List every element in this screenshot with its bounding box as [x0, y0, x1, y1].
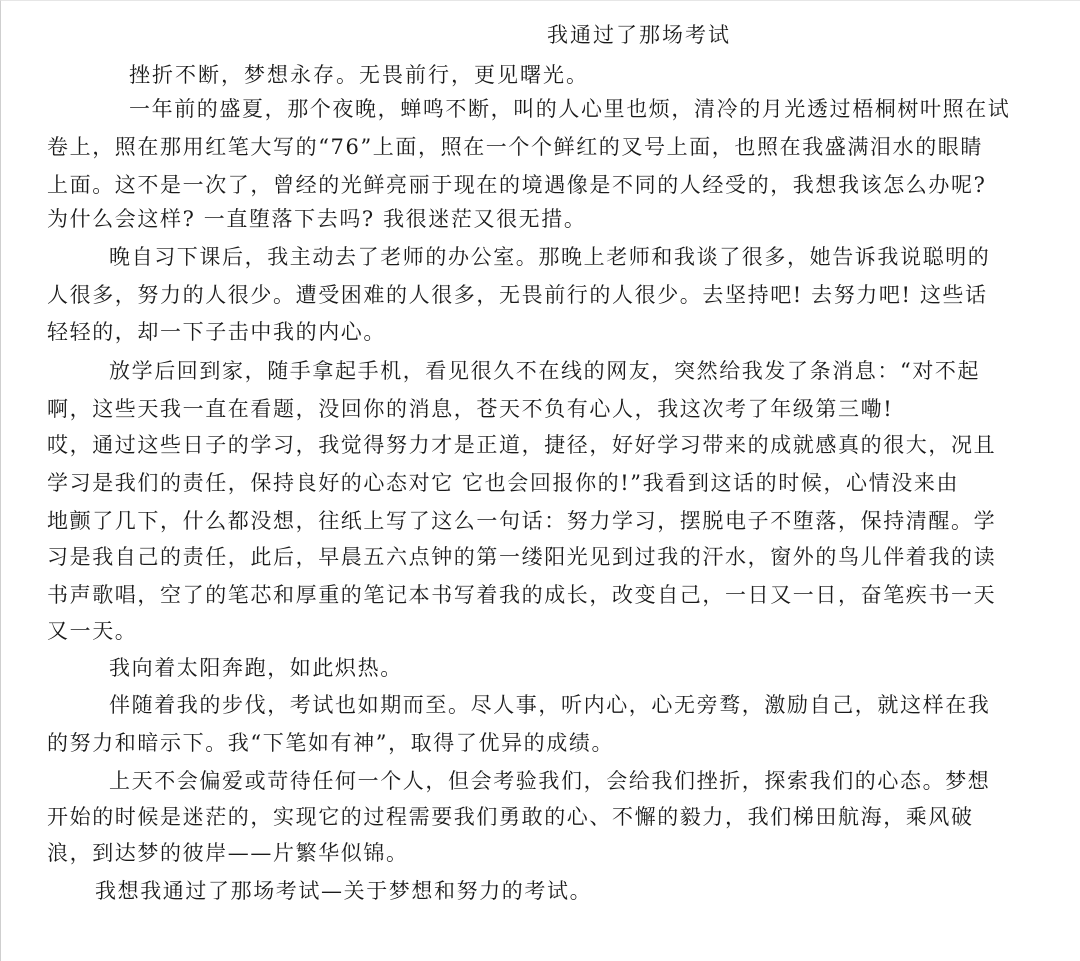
essay-line: 卷上，照在那用红笔大写的“76”上面，照在一个个鲜红的叉号上面，也照在我盛满泪水的眼睛: [47, 135, 983, 159]
essay-line: 人很多，努力的人很少。遭受困难的人很多，无畏前行的人很少。去坚持吧! 去努力吧! 这些话: [47, 283, 988, 307]
essay-line: 地颤了几下，什么都没想，往纸上写了这么一句话：努力学习，摆脱电子不堕落，保持清醒。学: [47, 509, 997, 533]
essay-line: 开始的时候是迷茫的，实现它的过程需要我们勇敢的心、不懈的毅力，我们梯田航海，乘风破: [47, 805, 974, 829]
essay-line: 伴随着我的步伐，考试也如期而至。尽人事，听内心，心无旁骛，激励自己，就这样在我: [109, 693, 991, 717]
essay-line: 学习是我们的责任，保持良好的心态对它 它也会回报你的!”我看到这话的时候，心情没来由: [47, 471, 960, 495]
essay-line: 哎，通过这些日子的学习，我觉得努力才是正道，捷径，好好学习带来的成就感真的很大，况且: [47, 433, 997, 457]
essay-line: 轻轻的，却一下子击中我的内心。: [47, 320, 386, 344]
essay-line: 的努力和暗示下。我“下笔如有神”，取得了优异的成绩。: [47, 731, 615, 755]
essay-line: 放学后回到家，随手拿起手机，看见很久不在线的网友，突然给我发了条消息：“对不起: [109, 359, 981, 383]
essay-line: 上天不会偏爱或苛待任何一个人，但会考验我们，会给我们挫折，探索我们的心态。梦想: [109, 769, 991, 793]
essay-line: 一年前的盛夏，那个夜晚，蝉鸣不断，叫的人心里也烦，清冷的月光透过梧桐树叶照在试: [129, 97, 1011, 121]
essay-subtitle: 挫折不断，梦想永存。无畏前行，更见曙光。: [129, 63, 589, 87]
essay-line: 习是我自己的责任，此后，早晨五六点钟的第一缕阳光见到过我的汗水，窗外的鸟儿伴着我的读: [47, 545, 997, 569]
essay-line: 又一天。: [47, 619, 138, 643]
essay-title: 我通过了那场考试: [547, 23, 731, 47]
essay-line: 晚自习下课后，我主动去了老师的办公室。那晚上老师和我谈了很多，她告诉我说聪明的: [109, 245, 991, 269]
essay-line: 书声歌唱，空了的笔芯和厚重的笔记本书写着我的成长，改变自己，一日又一日，奋笔疾书一天: [47, 583, 997, 607]
essay-line: 为什么会这样? 一直堕落下去吗? 我很迷茫又很无措。: [47, 207, 587, 231]
essay-line: 浪，到达梦的彼岸——片繁华似锦。: [47, 841, 409, 865]
essay-line: 上面。这不是一次了，曾经的光鲜亮丽于现在的境遇像是不同的人经受的，我想我该怎么办呢?: [47, 173, 987, 197]
essay-line: 我想我通过了那场考试—关于梦想和努力的考试。: [95, 879, 593, 903]
essay-line: 啊，这些天我一直在看题，没回你的消息，苍天不负有心人，我这次考了年级第三嘞!: [47, 397, 894, 421]
essay-line: 我向着太阳奔跑，如此炽热。: [109, 656, 403, 680]
